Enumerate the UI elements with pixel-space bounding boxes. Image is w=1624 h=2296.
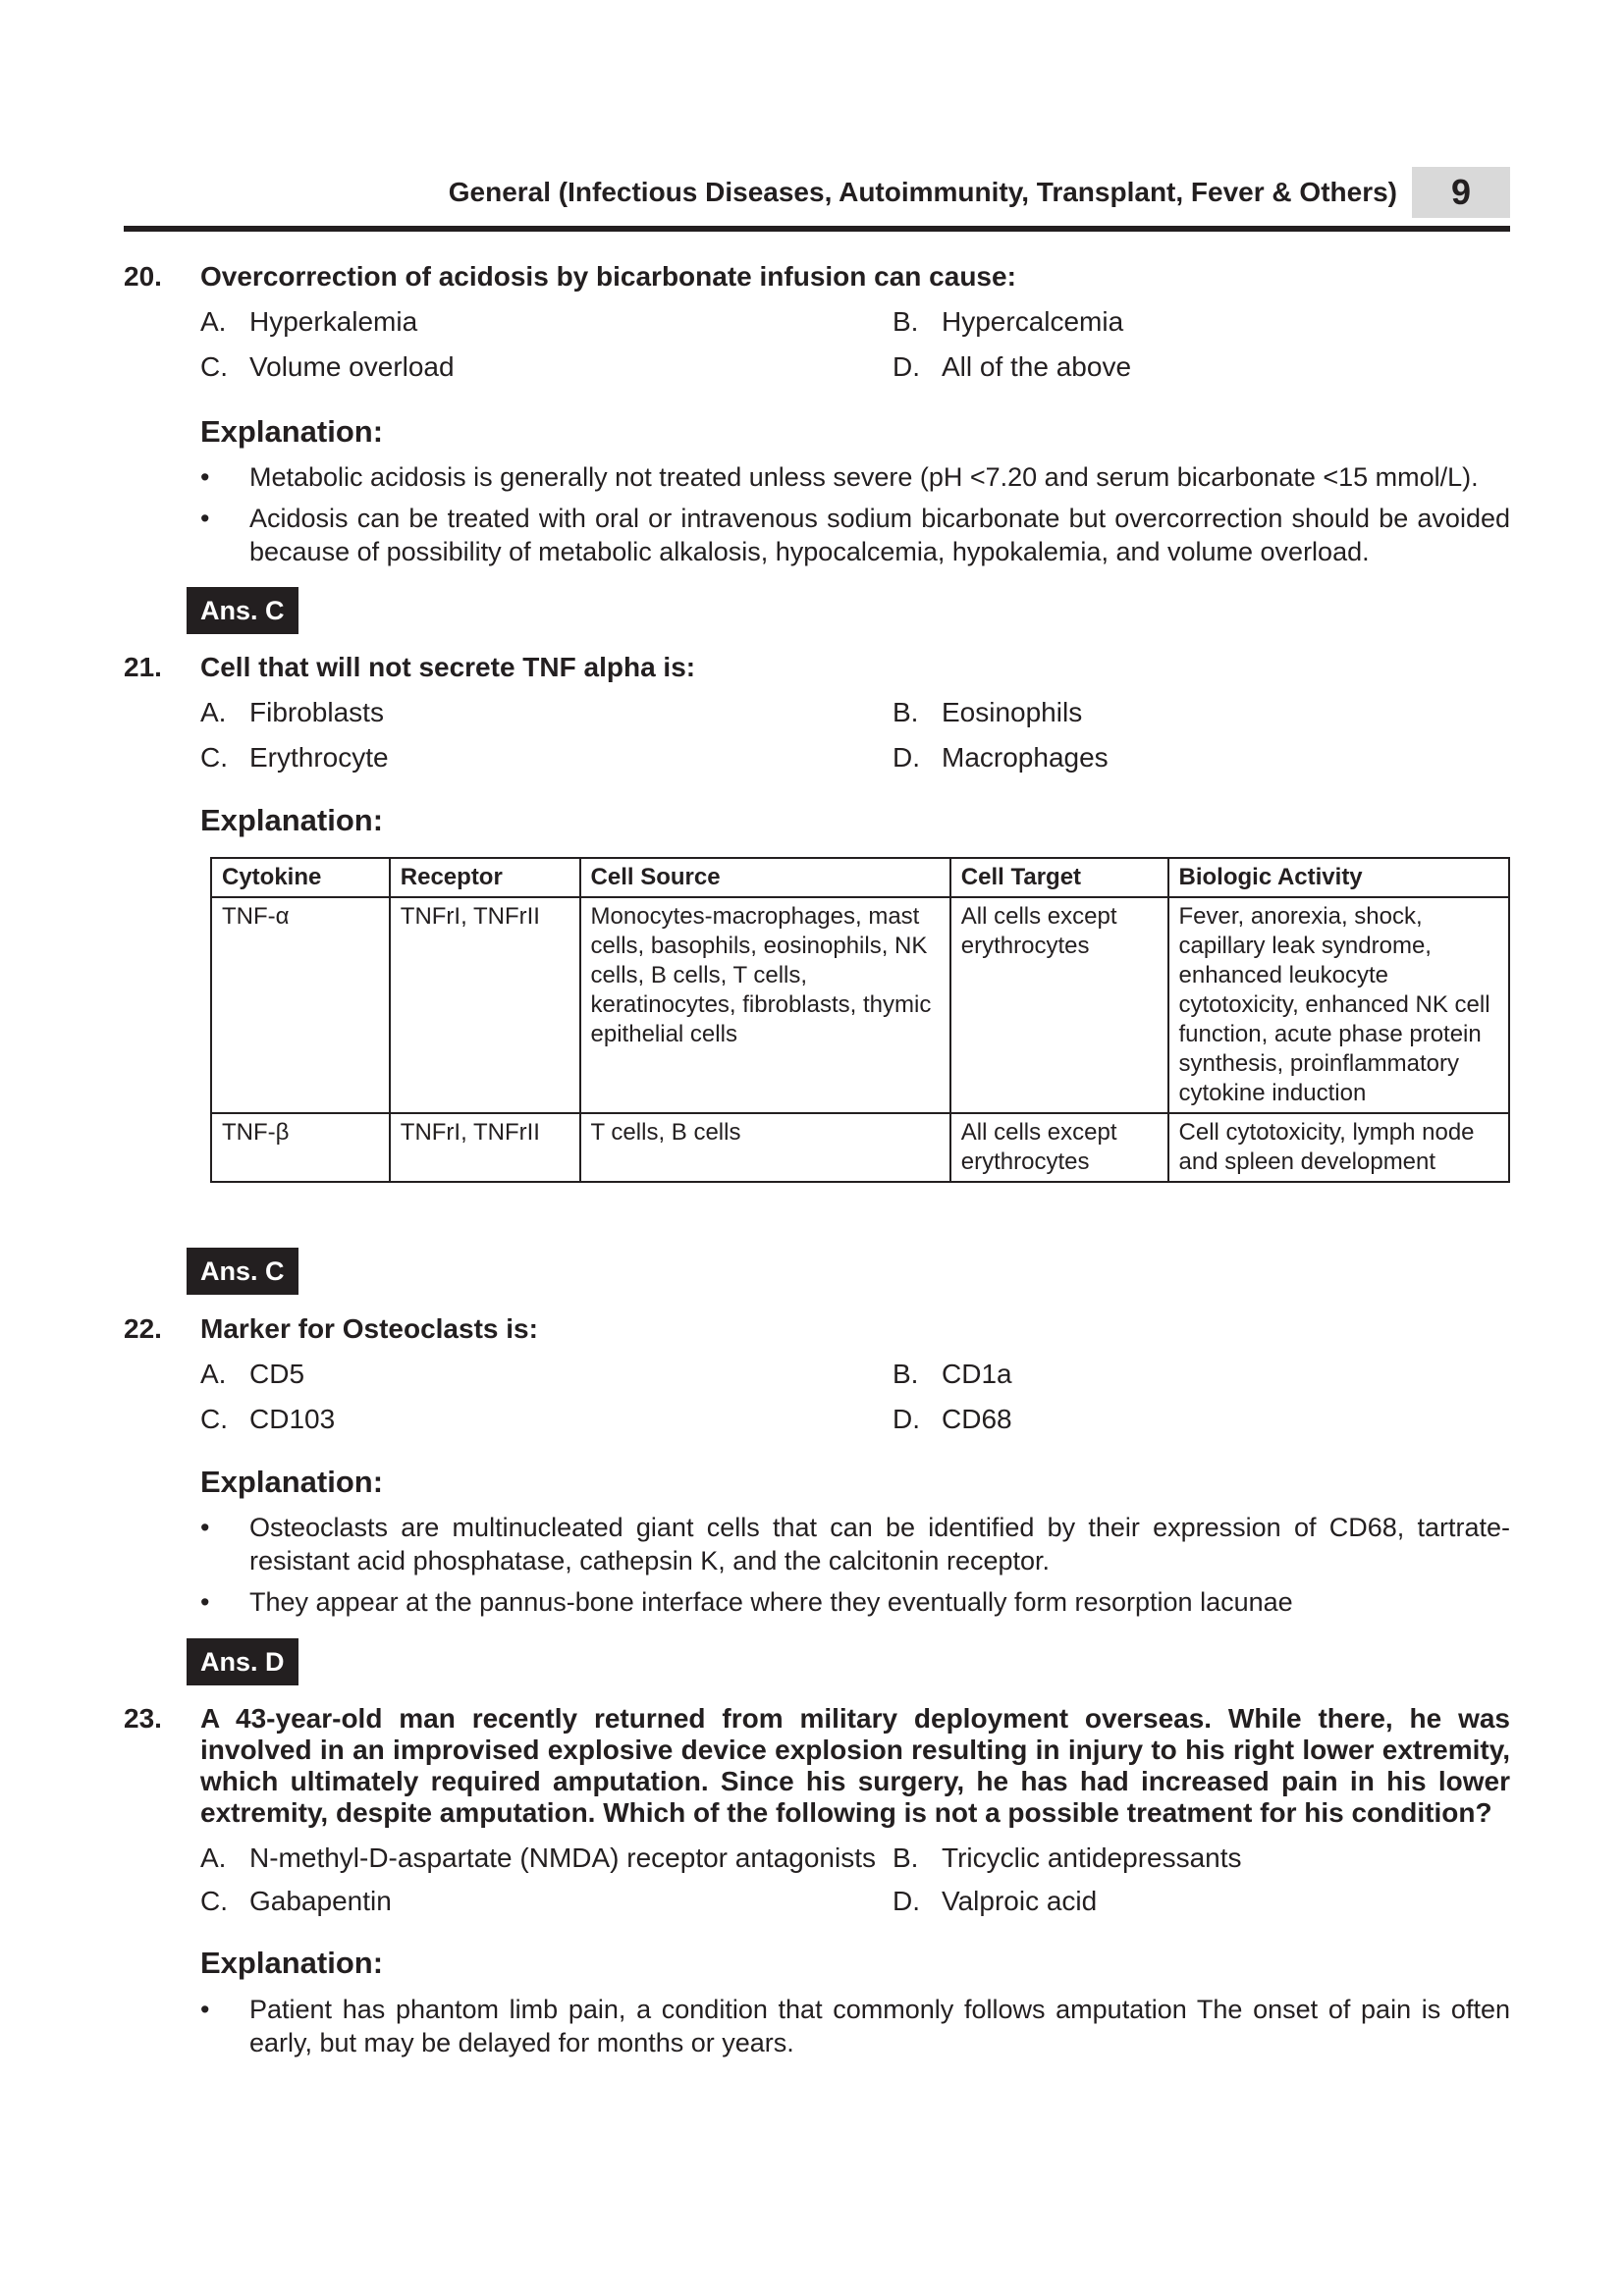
page-number: 9	[1412, 167, 1510, 218]
question-text: Cell that will not secrete TNF alpha is:	[200, 652, 696, 682]
column-header: Receptor	[390, 858, 580, 897]
question-stem	[124, 652, 1510, 683]
cytokine-table	[210, 857, 1510, 1183]
question-21	[124, 652, 1510, 787]
option-d: D. Macrophages	[893, 742, 1109, 773]
explanation-heading: Explanation:	[200, 1946, 384, 1980]
question-number: 22.	[124, 1313, 162, 1344]
answer-badge: Ans. D	[187, 1638, 298, 1685]
table-cell: TNF-β	[211, 1113, 390, 1182]
table-cell: All cells except erythrocytes	[950, 1113, 1168, 1182]
answer-badge: Ans. C	[187, 1248, 298, 1295]
option-b: B. Tricyclic antidepressants	[893, 1842, 1242, 1873]
option-b: B. Eosinophils	[893, 697, 1083, 727]
question-22	[124, 1313, 1510, 1449]
option-d: D. All of the above	[893, 351, 1132, 382]
table-cell: Cell cytotoxicity, lymph node and spleen development	[1168, 1113, 1509, 1182]
option-c: C. CD103	[200, 1404, 336, 1434]
option-c: C. Volume overload	[200, 351, 455, 382]
column-header: Biologic Activity	[1168, 858, 1509, 897]
explanation-bullets	[200, 1993, 1510, 2067]
bullet-item: • Patient has phantom limb pain, a condition that commonly follows amputation The onset of pain is often early, but may be delayed for months or years.	[200, 1995, 1510, 2057]
table-cell: TNFrI, TNFrII	[390, 897, 580, 1113]
explanation-heading: Explanation:	[200, 1465, 384, 1499]
chapter-title: General (Infectious Diseases, Autoimmunity, Transplant, Fever & Others)	[448, 177, 1397, 207]
option-c: C. Erythrocyte	[200, 742, 389, 773]
option-a: A. CD5	[200, 1359, 305, 1389]
question-text: A 43-year-old man recently returned from military deployment overseas. While there, he was involved in an improvised explosive device explosion resulting in injury to his right lower extremity, which ultimately required amputation. Since his surgery, he has had increased pain in his lower extremity, despite amputation. Which of the following is not a possible treatment for his condition?	[200, 1703, 1510, 1828]
option-b: B. Hypercalcemia	[893, 306, 1124, 337]
table-header-row	[211, 858, 1509, 897]
table-cell: T cells, B cells	[580, 1113, 950, 1182]
header-rule	[124, 226, 1510, 232]
table-cell: TNF-α	[211, 897, 390, 1113]
running-header	[124, 167, 1510, 222]
options	[200, 1842, 1510, 1931]
question-23	[124, 1703, 1510, 1931]
options	[200, 697, 1510, 787]
question-number: 21.	[124, 652, 162, 682]
column-header: Cell Source	[580, 858, 950, 897]
column-header: Cytokine	[211, 858, 390, 897]
option-d: D. CD68	[893, 1404, 1012, 1434]
option-d: D. Valproic acid	[893, 1886, 1098, 1916]
explanation-heading: Explanation:	[200, 414, 384, 449]
explanation-heading: Explanation:	[200, 803, 384, 837]
bullet-item: • Osteoclasts are multinucleated giant cells that can be identified by their expression of CD68, tartrate-resistant acid phosphatase, cathepsin K, and the calcitonin receptor.	[200, 1513, 1510, 1575]
bullet-item: • Metabolic acidosis is generally not treated unless severe (pH <7.20 and serum bicarbonate <15 mmol/L).	[200, 462, 1479, 492]
bullet-item: • Acidosis can be treated with oral or intravenous sodium bicarbonate but overcorrection should be avoided because of possibility of metabolic alkalosis, hypocalcemia, hypokalemia, and volume overload.	[200, 504, 1510, 566]
question-number: 20.	[124, 261, 162, 292]
option-a: A. Fibroblasts	[200, 697, 384, 727]
question-number: 23.	[124, 1703, 162, 1734]
options	[200, 306, 1510, 397]
question-20	[124, 261, 1510, 397]
option-b: B. CD1a	[893, 1359, 1012, 1389]
table-row	[211, 897, 1509, 1113]
table-row	[211, 1113, 1509, 1182]
question-text: Overcorrection of acidosis by bicarbonate infusion can cause:	[200, 261, 1016, 292]
bullet-item: • They appear at the pannus-bone interface where they eventually form resorption lacunae	[200, 1587, 1293, 1617]
question-stem	[124, 1703, 1510, 1829]
option-a: A. N-methyl-D-aspartate (NMDA) receptor antagonists	[200, 1842, 876, 1873]
table-cell: Monocytes-macrophages, mast cells, basophils, eosinophils, NK cells, B cells, T cells, keratinocytes, fibroblasts, thymic epithelial cells	[580, 897, 950, 1113]
table-cell: Fever, anorexia, shock, capillary leak syndrome, enhanced leukocyte cytotoxicity, enhanced NK cell function, acute phase protein synthesis, proinflammatory cytokine induction	[1168, 897, 1509, 1113]
question-stem	[124, 261, 1510, 293]
column-header: Cell Target	[950, 858, 1168, 897]
explanation-bullets	[200, 1511, 1510, 1627]
table-cell: All cells except erythrocytes	[950, 897, 1168, 1113]
question-text: Marker for Osteoclasts is:	[200, 1313, 538, 1344]
table-cell: TNFrI, TNFrII	[390, 1113, 580, 1182]
option-c: C. Gabapentin	[200, 1886, 392, 1916]
option-a: A. Hyperkalemia	[200, 306, 418, 337]
answer-badge: Ans. C	[187, 587, 298, 634]
explanation-bullets	[200, 460, 1510, 576]
question-stem	[124, 1313, 1510, 1345]
options	[200, 1359, 1510, 1449]
